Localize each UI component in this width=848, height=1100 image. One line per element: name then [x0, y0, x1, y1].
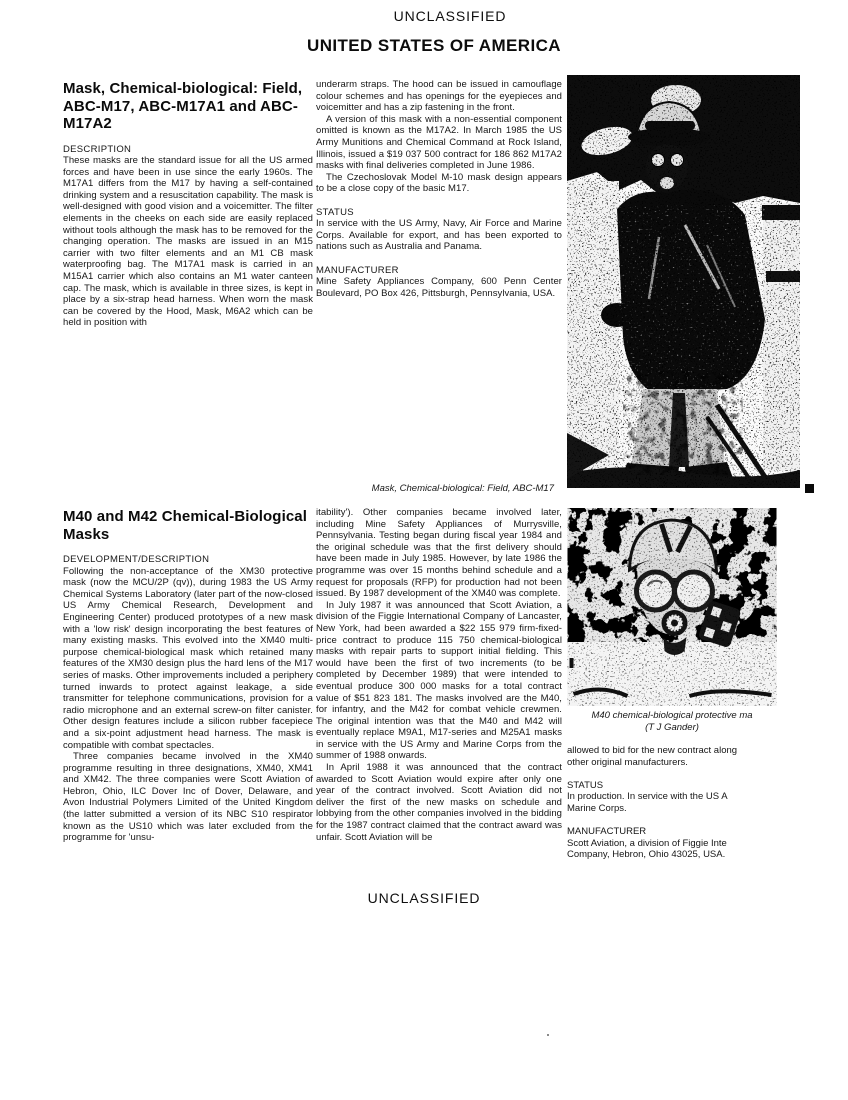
article2-col3-line: Company, Hebron, Ohio 43025, USA.	[567, 849, 726, 861]
scan-speck	[547, 1034, 549, 1036]
article1-manufacturer-heading: MANUFACTURER	[316, 264, 399, 276]
article2-col3-line: other original manufacturers.	[567, 756, 688, 768]
article1-manufacturer-text: Mine Safety Appliances Company, 600 Penn Center Boulevard, PO Box 426, Pittsburgh, Pennsylvania, USA.	[316, 276, 562, 299]
photo2-caption-block	[567, 710, 777, 733]
article2-manufacturer-heading: MANUFACTURER	[567, 826, 647, 838]
classification-banner-top: UNCLASSIFIED	[393, 8, 507, 24]
photo1-caption: Mask, Chemical-biological: Field, ABC-M17	[371, 483, 554, 494]
article2-status-heading: STATUS	[567, 779, 604, 791]
article2-col3-line: Marine Corps.	[567, 802, 627, 814]
article1-status-heading: STATUS	[316, 206, 354, 218]
article2-middle-column	[316, 507, 562, 843]
photo2-caption: M40 chemical-biological protective ma	[591, 710, 753, 721]
article2-col3-line: Scott Aviation, a division of Figgie Inte	[567, 837, 727, 849]
article1-col2-paragraph: The Czechoslovak Model M-10 mask design appears to be a close copy of the basic M17.	[316, 171, 562, 195]
article2-col3-line	[567, 768, 807, 780]
article2-col2-paragraph: In April 1988 it was announced that the contract awarded to Scott Aviation would expire after only one year of the contract involved. Scott Aviation did not deliver the first of the new masks on schedule and lobbying from the other companies involved in the bidding for the 1987 contract claimed that the contract award was unfair. Scott Aviation will be	[316, 762, 562, 843]
article1-description-heading: DESCRIPTION	[63, 143, 132, 155]
article2-left-column	[63, 508, 313, 844]
article2-col3-line: allowed to bid for the new contract along	[567, 745, 738, 756]
photo-soldier-m17-illustration	[567, 75, 800, 488]
article2-development-heading: DEVELOPMENT/DESCRIPTION	[63, 554, 210, 565]
article2-col2-paragraph: itability'). Other companies became involved later, including Mine Safety Appliances of Murrysville, Pennsylvania. Testing began during fiscal year 1984 and the original schedule was that the first delivery should have been made in July 1985. However, by late 1986 the programme was over 15 months behind schedule and a request for proposals (RFP) for production had not been issued. By 1987 development of the XM40 was complete.	[316, 507, 562, 600]
article1-col2-paragraph: underarm straps. The hood can be issued in camouflage colour schemes and has openings for the eyepieces and voicemitter and has a zip fastening in the front.	[316, 79, 562, 114]
article2-col1-paragraph: Following the non-acceptance of the XM30 protective mask (now the MCU/2P (qv)), during 1983 the US Army Chemical Systems Laboratory (later part of the now-closed US Army Chemical Research, Development and Engineering Center) produced prototypes of a new mask with a 'low risk' design incorporating the best features of many existing masks. This evolved into the XM40 multi-purpose chemical-biological mask which retained many features of the XM30 design plus the hard lens of the M17 series of masks. Other improvements included a periphery turned inwards to protect against leakage, a side transmitter for telephone communications, provision for a radio microphone and an external screw-on filter canister. Other design features include a silicon rubber facepiece and a six-point adjustment head harness. The mask is compatible with combat spectacles.	[63, 565, 313, 751]
article1-col1-paragraph: These masks are the standard issue for all the US armed forces and have been in use since the early 1960s. The M17A1 differs from the M17 by having a self-contained drinking system and a resuscitation capability. The mask is well-designed with good vision and a voicemitter. The filter elements in the cheeks on each side are easily replaced without tools although the mask has to be removed for the changing operation. The masks are issued in an M15 carrier with two filter elements and an M1 CB mask waterproofing bag. The M17A1 mask is carried in an M15A1 carrier which also contains an M1 water canteen cap. The mask, which is available in three sizes, is kept in place by a six-strap head harness. When worn the mask can be covered by the Hood, Mask, M6A2 which can be held in position with	[63, 155, 313, 329]
article1-middle-column	[316, 79, 562, 299]
article2-title: M40 and M42 Chemical-Biological Masks	[63, 508, 307, 543]
photo-m40-mask-closeup	[567, 508, 777, 706]
article2-col2-paragraph: In July 1987 it was announced that Scott Aviation, a division of the Figgie International Company of Lancaster, New York, had been awarded a $22 155 979 firm-fixed-price contract to produce 115 750 chemical-biological masks with repair parts to support initial fielding. This would have been the first of two increments (to be completed by December 1989) that were intended to eventual produce 300 000 masks for a total contract value of $51 823 181. The masks involved are the M40, for infantry, and the M42 for combat vehicle crewmen. The original intention was that the M40 and M42 will eventually replace M9A1, M17-series and M25A1 masks in service with the US Army and Marine Corps from the summer of 1988 onwards.	[316, 599, 562, 762]
article1-col2-paragraph: A version of this mask with a non-essential component omitted is known as the M17A2. In March 1985 the US Army Munitions and Chemical Command at Rock Island, Illinois, issued a $19 037 500 contract for 186 862 M17A2 masks with final deliveries completed in June 1986.	[316, 113, 562, 172]
scan-artifact-mark	[805, 484, 814, 493]
photo-m40-illustration	[567, 508, 777, 706]
article2-col3-line	[567, 815, 807, 827]
photo2-credit: (T J Gander)	[645, 721, 699, 733]
classification-banner-bottom: UNCLASSIFIED	[367, 890, 481, 906]
photo-soldier-m17-mask	[567, 75, 800, 488]
article1-left-column	[63, 80, 313, 329]
article2-right-column	[567, 745, 807, 861]
article2-col3-line: In production. In service with the US A	[567, 791, 728, 803]
article1-status-text: In service with the US Army, Navy, Air Force and Marine Corps. Available for export, and has been exported to nations such as Australia and Panama.	[316, 218, 562, 253]
article2-col1-paragraph: Three companies became involved in the XM40 programme resulting in three designations, XM40, XM41 and XM42. The three companies were Scott Aviation of Hebron, Ohio, ILC Dover Inc of Dover, Delaware, and Avon Industrial Polymers Limited of the United Kingdom (the latter submitted a version of its NBC S10 respirator known as the US10 which was later excluded from the programme for 'unsu-	[63, 751, 313, 844]
country-header: UNITED STATES OF AMERICA	[307, 36, 561, 55]
article1-title: Mask, Chemical-biological: Field, ABC-M17, ABC-M17A1 and ABC-M17A2	[63, 80, 303, 132]
